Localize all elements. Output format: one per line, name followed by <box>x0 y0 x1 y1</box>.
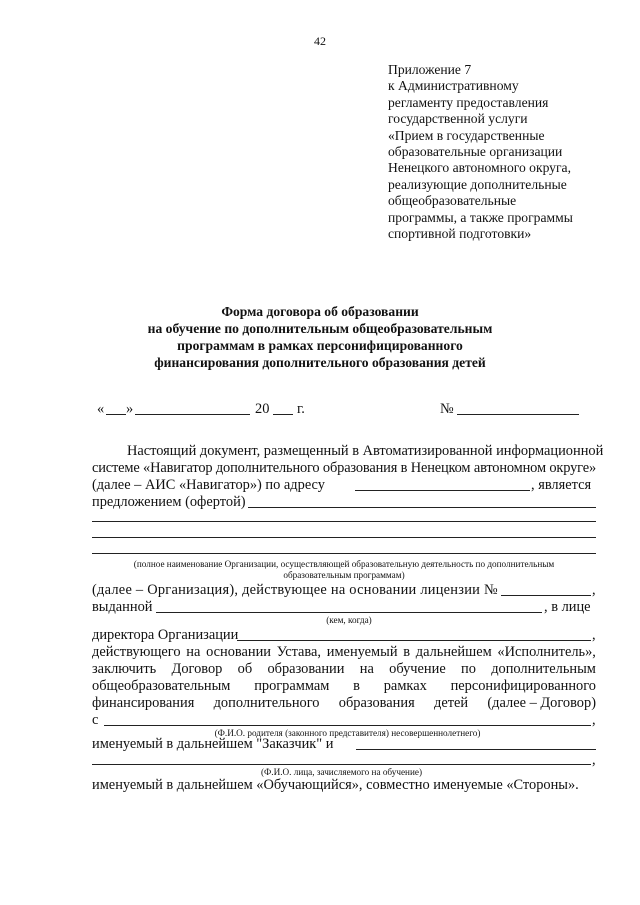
word: (далее – Договор) <box>487 695 596 711</box>
word: на <box>186 644 201 660</box>
organization-blank[interactable] <box>92 521 596 522</box>
issued-caption: (кем, когда) <box>326 615 372 625</box>
title-line: финансирования дополнительного образования детей <box>154 355 486 370</box>
word: дальнейшем <box>415 644 492 660</box>
word: персонифицированного <box>450 678 596 694</box>
parent-caption: (Ф.И.О. родителя (законного представителя) несовершеннолетнего) <box>214 728 481 738</box>
word: действующего <box>92 644 181 660</box>
title-line: Форма договора об образовании <box>221 304 419 319</box>
body-line: , <box>592 712 596 728</box>
body-line: с <box>92 712 99 728</box>
body-line: , <box>592 752 596 768</box>
word: дополнительным <box>491 661 596 677</box>
word: образования <box>338 695 415 711</box>
license-number-blank[interactable] <box>501 595 591 596</box>
appendix-line: к Административному <box>388 78 519 94</box>
appendix-line: общеобразовательные <box>388 193 517 209</box>
date-month-blank[interactable] <box>135 414 250 415</box>
word: общеобразовательным <box>92 678 231 694</box>
date-day-blank[interactable] <box>106 414 126 415</box>
word: на <box>359 661 374 677</box>
justified-line <box>92 678 596 695</box>
word: дополнительного <box>213 695 320 711</box>
justified-line <box>92 644 596 661</box>
date-year-suffix: г. <box>297 401 305 417</box>
word: Договор <box>171 661 223 677</box>
body-line: Настоящий документ, размещенный в Автоматизированной информационной <box>127 443 604 459</box>
word: именуемый <box>326 644 398 660</box>
appendix-line: образовательные организации <box>388 144 563 160</box>
body-line: именуемый в дальнейшем «Обучающийся», совместно именуемые «Стороны». <box>92 777 579 793</box>
license-issued-blank[interactable] <box>156 612 542 613</box>
date-close-quote: » <box>126 401 134 417</box>
word: по <box>461 661 476 677</box>
appendix-line: Приложение 7 <box>388 62 472 77</box>
page-number: 42 <box>314 34 326 48</box>
organization-caption: образовательным программам) <box>283 570 405 580</box>
offer-blank[interactable] <box>248 507 596 508</box>
word: заключить <box>92 661 157 677</box>
address-blank[interactable] <box>355 490 530 491</box>
contract-number-blank[interactable] <box>457 414 579 415</box>
director-blank[interactable] <box>237 640 591 641</box>
word: финансирования <box>92 695 195 711</box>
date-year: 20 <box>255 401 270 417</box>
word: «Исполнитель», <box>497 644 596 660</box>
body-line: (далее – Организация), действующее на основании лицензии № <box>92 582 498 598</box>
appendix-line: Ненецкого автономного округа, <box>388 160 571 176</box>
date-year-blank[interactable] <box>273 414 293 415</box>
word: основании <box>206 644 272 660</box>
word: программам <box>254 678 330 694</box>
word: в <box>353 678 360 694</box>
word: в <box>403 644 411 660</box>
title-line: программам в рамках персонифицированного <box>177 338 463 353</box>
appendix-line: спортивной подготовки» <box>388 226 532 242</box>
word: об <box>237 661 253 677</box>
appendix-line: государственной услуги <box>388 111 528 127</box>
date-open-quote: « <box>97 401 105 417</box>
body-line: предложением (офертой) <box>92 494 246 510</box>
body-line: директора Организации <box>92 627 239 643</box>
document-title <box>0 303 640 371</box>
appendix-line: регламенту предоставления <box>388 94 549 110</box>
body-line: , <box>592 627 596 643</box>
word: рамках <box>383 678 427 694</box>
appendix-line: программы, а также программы <box>388 209 573 225</box>
parent-name-blank[interactable] <box>104 725 591 726</box>
organization-blank[interactable] <box>92 537 596 538</box>
organization-caption: (полное наименование Организации, осуществляющей образовательную деятельность по дополнительным <box>133 559 555 569</box>
body-line: , является <box>531 477 592 493</box>
number-sign: № <box>440 401 454 417</box>
body-line: , в лице <box>544 599 591 615</box>
justified-line <box>92 661 596 678</box>
body-line: именуемый в дальнейшем "Заказчик" и <box>92 736 334 752</box>
body-line: выданной <box>92 599 153 615</box>
student-caption: (Ф.И.О. лица, зачисляемого на обучение) <box>260 767 423 777</box>
body-line: системе «Навигатор дополнительного образования в Ненецком автономном округе» <box>92 460 596 476</box>
organization-blank[interactable] <box>92 553 596 554</box>
word: Устава, <box>276 644 322 660</box>
body-line: (далее – АИС «Навигатор») по адресу <box>92 477 325 493</box>
word: обучение <box>389 661 446 677</box>
appendix-line: реализующие дополнительные <box>388 176 567 192</box>
student-name-blank[interactable] <box>92 764 591 765</box>
appendix-block <box>388 62 573 242</box>
justified-line <box>92 695 596 712</box>
word: детей <box>434 695 469 711</box>
body-line: , <box>592 582 596 598</box>
title-line: на обучение по дополнительным общеобразовательным <box>147 321 493 336</box>
word: образовании <box>267 661 345 677</box>
customer-continuation-blank[interactable] <box>356 749 596 750</box>
appendix-line: «Прием в государственные <box>388 127 545 143</box>
